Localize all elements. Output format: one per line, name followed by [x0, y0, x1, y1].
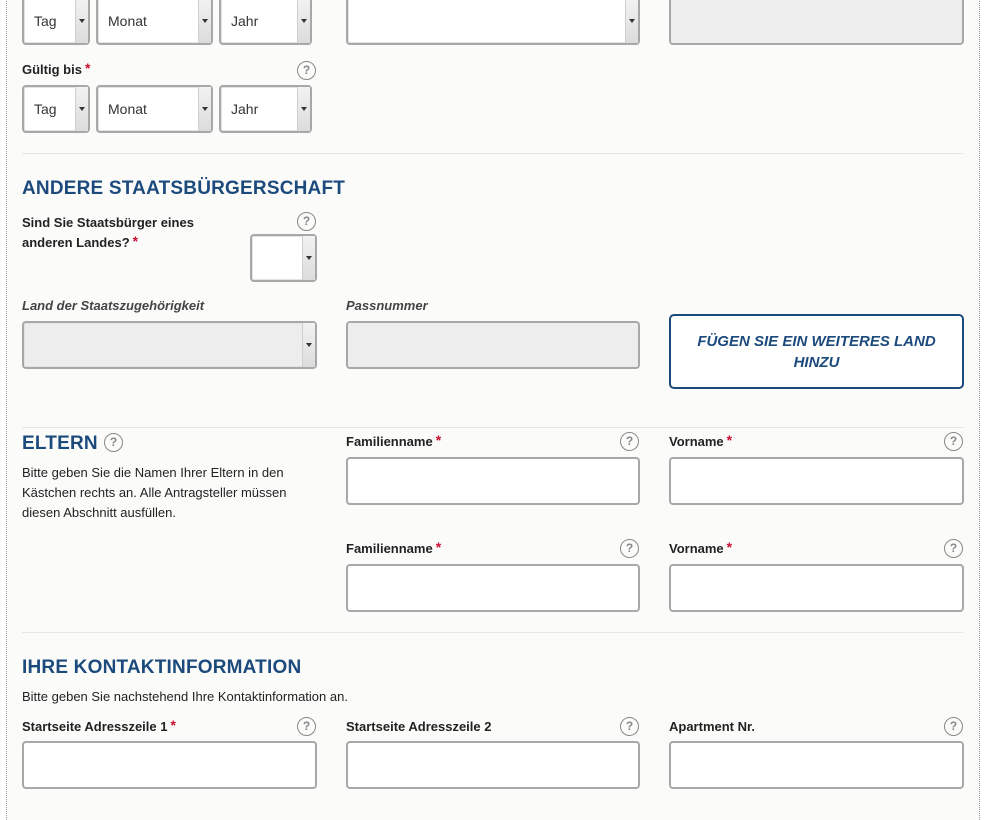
required-mark: * [84, 60, 91, 76]
contact-heading: IHRE KONTAKTINFORMATION [22, 657, 302, 678]
passport-number-input[interactable] [346, 321, 640, 369]
country-select[interactable] [22, 321, 317, 369]
chevron-down-icon [198, 87, 211, 131]
address1-input[interactable] [22, 741, 317, 789]
section-divider [22, 153, 963, 154]
apartment-help-icon[interactable]: ? [944, 717, 963, 736]
chevron-down-icon [297, 87, 310, 131]
other-citizenship-question: Sind Sie Staatsbürger eines anderen Landes? * [22, 215, 194, 250]
required-mark: * [726, 539, 733, 555]
valid-year-value: Jahr [231, 101, 259, 117]
issue-day-value: Tag [34, 13, 57, 29]
valid-day-value: Tag [34, 101, 57, 117]
valid-month-select[interactable] [96, 85, 213, 133]
valid-year-select[interactable] [219, 85, 312, 133]
parent1-last-name-label: Familienname * [346, 432, 442, 449]
passport-number-label: Passnummer [346, 298, 428, 313]
top-right-field [669, 0, 964, 45]
required-mark: * [726, 432, 733, 448]
parent2-last-name-help-icon[interactable]: ? [620, 539, 639, 558]
chevron-down-icon [302, 236, 315, 280]
country-label: Land der Staatszugehörigkeit [22, 298, 205, 313]
top-middle-select[interactable] [346, 0, 640, 45]
address1-help-icon[interactable]: ? [297, 717, 316, 736]
chevron-down-icon [297, 0, 310, 43]
parent2-first-name-help-icon[interactable]: ? [944, 539, 963, 558]
apartment-input[interactable] [669, 741, 964, 789]
other-citizenship-select[interactable] [250, 234, 317, 282]
chevron-down-icon [625, 0, 638, 43]
issue-year-select[interactable] [219, 0, 312, 45]
parent1-last-name-input[interactable] [346, 457, 640, 505]
valid-until-label: Gültig bis * [22, 60, 91, 77]
valid-month-value: Monat [108, 101, 147, 117]
add-country-button[interactable]: FÜGEN SIE EIN WEITERES LAND HINZU [669, 314, 964, 389]
required-mark: * [170, 717, 176, 733]
parents-heading: ELTERN [22, 433, 98, 454]
chevron-down-icon [302, 323, 315, 367]
address2-label: Startseite Adresszeile 2 [346, 719, 492, 734]
parent2-last-name-input[interactable] [346, 564, 640, 612]
contact-description: Bitte geben Sie nachstehend Ihre Kontaktinformation an. [22, 689, 348, 704]
chevron-down-icon [198, 0, 211, 43]
other-citizenship-heading: ANDERE STAATSBÜRGERSCHAFT [22, 178, 346, 199]
chevron-down-icon [75, 87, 88, 131]
required-mark: * [132, 233, 139, 249]
parent1-last-name-help-icon[interactable]: ? [620, 432, 639, 451]
issue-day-select[interactable] [22, 0, 90, 45]
valid-until-help-icon[interactable]: ? [297, 61, 316, 80]
issue-month-value: Monat [108, 13, 147, 29]
issue-month-select[interactable] [96, 0, 213, 45]
chevron-down-icon [75, 0, 88, 43]
apartment-label: Apartment Nr. [669, 719, 755, 734]
address2-input[interactable] [346, 741, 640, 789]
parent2-last-name-label: Familienname * [346, 539, 442, 556]
parents-help-icon[interactable]: ? [104, 433, 123, 452]
parents-description: Bitte geben Sie die Namen Ihrer Eltern in den Kästchen rechts an. Alle Antragsteller müssen diesen Abschnitt ausfüllen. [22, 465, 287, 520]
section-divider [22, 632, 963, 633]
other-citizenship-help-icon[interactable]: ? [297, 212, 316, 231]
required-mark: * [435, 539, 442, 555]
address2-help-icon[interactable]: ? [620, 717, 639, 736]
parent1-first-name-input[interactable] [669, 457, 964, 505]
parent2-first-name-input[interactable] [669, 564, 964, 612]
parent2-first-name-label: Vorname * [669, 539, 733, 556]
section-divider [22, 427, 963, 428]
issue-year-value: Jahr [231, 13, 259, 29]
parent1-first-name-help-icon[interactable]: ? [944, 432, 963, 451]
valid-day-select[interactable] [22, 85, 90, 133]
address1-label: Startseite Adresszeile 1 * [22, 717, 176, 734]
required-mark: * [435, 432, 442, 448]
parent1-first-name-label: Vorname * [669, 432, 733, 449]
